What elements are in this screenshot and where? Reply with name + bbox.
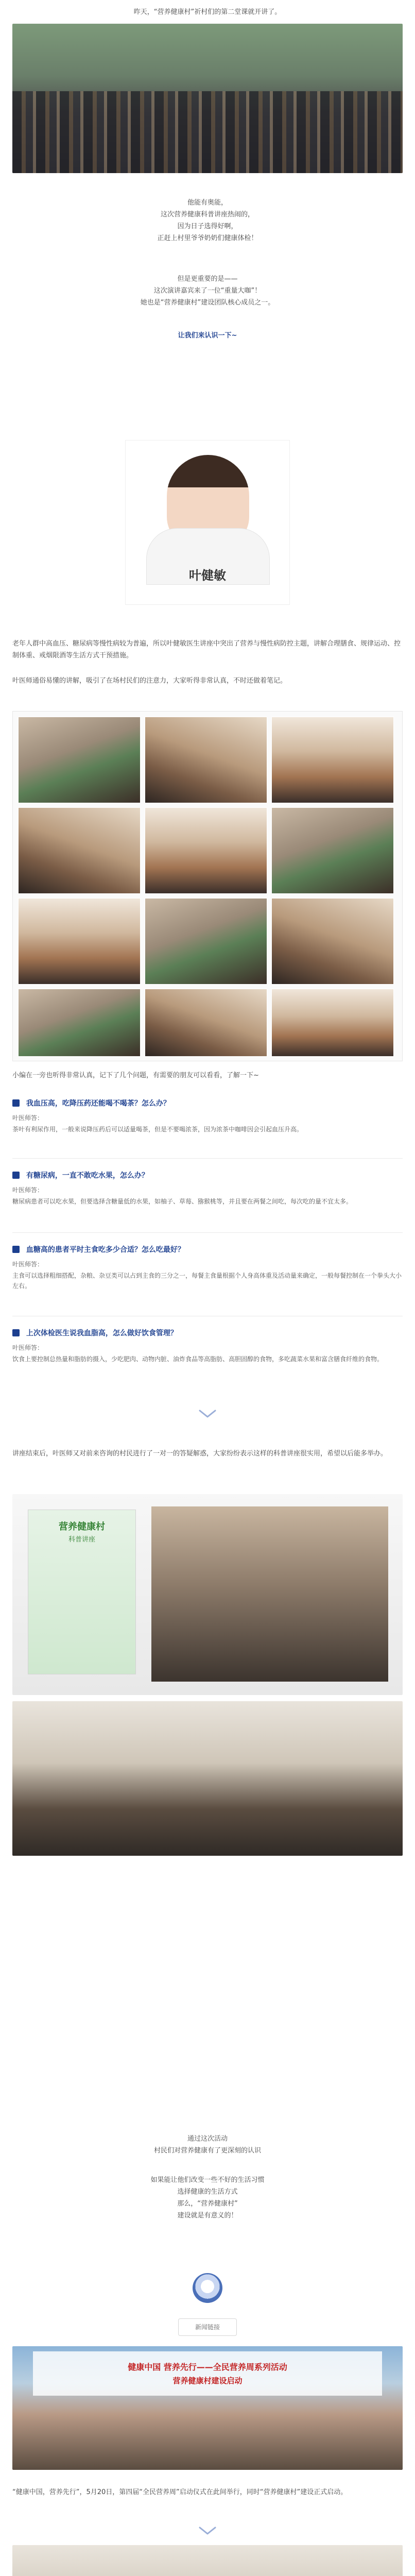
- closing-line: 建设就是有意义的！: [177, 2212, 238, 2219]
- grid-photo: [271, 717, 394, 803]
- grid-photo: [271, 989, 394, 1057]
- qa-question-1: [12, 1097, 403, 1110]
- poster-board: [28, 1510, 136, 1674]
- news-paragraph: “健康中国，营养先行”，5月20日，第四届“全民营养周”启动仪式在此间举行，同时“营养健康村”建设正式启动。: [12, 2488, 348, 2496]
- section1-paragraph: 老年人群中高血压、糖尿病等慢性病较为普遍，所以叶健敏医生讲座中突出了营养与慢性病防控主题，讲解合理膳食、规律运动、控制体重、戒烟限酒等生活方式干预措施。: [12, 640, 401, 659]
- question-icon: [12, 1099, 20, 1107]
- closing-line: 那么，“营养健康村”: [177, 2200, 238, 2208]
- quote-line: 因为日子选得好啊，: [177, 223, 238, 230]
- answer-label: 叶医师答：: [12, 1261, 44, 1268]
- chevron-down-icon: [199, 2527, 216, 2536]
- quote-line: 这次演讲嘉宾来了一位“重量大咖”！: [153, 287, 262, 295]
- question-text: 我血压高，吃降压药还能喝不喝茶？怎么办？: [26, 1099, 170, 1108]
- poster-title: 营养健康村: [59, 1521, 105, 1532]
- banner-title: 健康中国 营养先行——全民营养周系列活动: [128, 2362, 287, 2372]
- answer-text: 茶叶有利尿作用，一般来说降压药后可以适量喝茶，但是不要喝浓茶，因为浓茶中咖啡因会引起血压升高。: [12, 1126, 303, 1133]
- answer-text: 主食可以选择粗细搭配，杂粮、杂豆类可以占到主食的三分之一，每餐主食量根据个人身高体重及活动量来确定，一般每餐控制在一个拳头大小左右。: [12, 1272, 402, 1290]
- banner-subtitle: 营养健康村建设启动: [172, 2376, 243, 2385]
- qa-question-3: [12, 1244, 403, 1256]
- expert-portrait: [125, 440, 290, 605]
- question-icon: [12, 1172, 20, 1179]
- quote-line: 但是更重要的是——: [177, 275, 238, 283]
- closing-line: 如果能让他们改变一些不好的生活习惯: [150, 2176, 265, 2184]
- question-text: 血糖高的患者平时主食吃多少合适？怎么吃最好？: [26, 1246, 185, 1254]
- quote-line: 她也是“营养健康村”建设团队核心成员之一。: [140, 299, 275, 307]
- grid-photo: [271, 898, 394, 985]
- poster-subtitle: 科普讲座: [68, 1536, 95, 1544]
- photo-grid: [12, 711, 403, 1061]
- closing-line: 选择健康的生活方式: [177, 2188, 238, 2196]
- section3-paragraph: 讲座结束后，叶医师又对前来咨询的村民进行了一对一的答疑解惑，大家纷纷表示这样的科普讲座很实用，希望以后能多举办。: [12, 1450, 388, 1458]
- grid-photo: [18, 717, 141, 803]
- poster-photo: [12, 1494, 403, 1695]
- separator-line: [12, 1158, 403, 1159]
- grid-photo: [18, 807, 141, 894]
- grid-photo: [145, 717, 267, 803]
- news-link-badge[interactable]: 新闻链接: [178, 2318, 237, 2336]
- qa-question-2: [12, 1170, 403, 1182]
- answer-label: 叶医师答：: [12, 1344, 44, 1351]
- grid-photo: [145, 807, 267, 894]
- question-icon: [12, 1246, 20, 1253]
- red-banner: [33, 2351, 382, 2396]
- answer-label: 叶医师答：: [12, 1187, 44, 1194]
- qa-intro: 小编在一旁也听得非常认真，记下了几个问题，有需要的朋友可以看看，了解一下~: [12, 1072, 259, 1079]
- grid-photo: [145, 898, 267, 985]
- grid-photo: [145, 989, 267, 1057]
- intro-text: 昨天，“营养健康村”祈村们的第二堂课就开讲了。: [133, 8, 282, 16]
- grid-photo: [18, 898, 141, 985]
- quote-line: 正赶上村里爷爷奶奶们健康体检！: [157, 234, 258, 242]
- section1-paragraph: 叶医师通俗易懂的讲解，吸引了在场村民们的注意力，大家听得非常认真，不时还做着笔记。: [12, 677, 287, 685]
- cartoon-avatar: [193, 2273, 222, 2303]
- separator-line: [12, 1232, 403, 1233]
- question-icon: [12, 1329, 20, 1336]
- closing-line: 通过这次活动: [187, 2135, 228, 2143]
- grid-photo: [18, 989, 141, 1057]
- answer-text: 饮食上要控制总热量和脂肪的摄入，少吃肥肉、动物内脏、油炸食品等高脂肪、高胆固醇的食物，多吃蔬菜水果和富含膳食纤维的食物。: [12, 1355, 384, 1363]
- news-photo-outdoor: [12, 2346, 403, 2470]
- quote-line: 他能有奥能，: [187, 199, 228, 207]
- consultation-photo: [12, 1701, 403, 1856]
- quote-line: 这次营养健康科普讲座热闹的，: [160, 211, 254, 218]
- answer-text: 糖尿病患者可以吃水果，但要选择含糖量低的水果，如柚子、草莓、猕猴桃等，并且要在两餐之间吃，每次吃的量不宜太多。: [12, 1198, 353, 1205]
- meet-expert-line: 让我们来认识一下~: [178, 332, 237, 340]
- grid-photo: [271, 807, 394, 894]
- question-text: 上次体检医生说我血脂高，怎么做好饮食管理？: [26, 1329, 178, 1337]
- lecture-hall-photo: [12, 24, 403, 173]
- expert-name: 叶健敏: [189, 568, 226, 583]
- consultation-scene: [151, 1506, 388, 1682]
- closing-line: 村民们对营养健康有了更深刻的认识: [153, 2147, 261, 2155]
- question-text: 有糖尿病，一直不敢吃水果，怎么办？: [26, 1172, 149, 1180]
- qa-question-4: [12, 1327, 403, 1340]
- answer-label: 叶医师答：: [12, 1114, 44, 1122]
- meeting-photo: [12, 2545, 403, 2576]
- chevron-down-icon: [199, 1410, 216, 1419]
